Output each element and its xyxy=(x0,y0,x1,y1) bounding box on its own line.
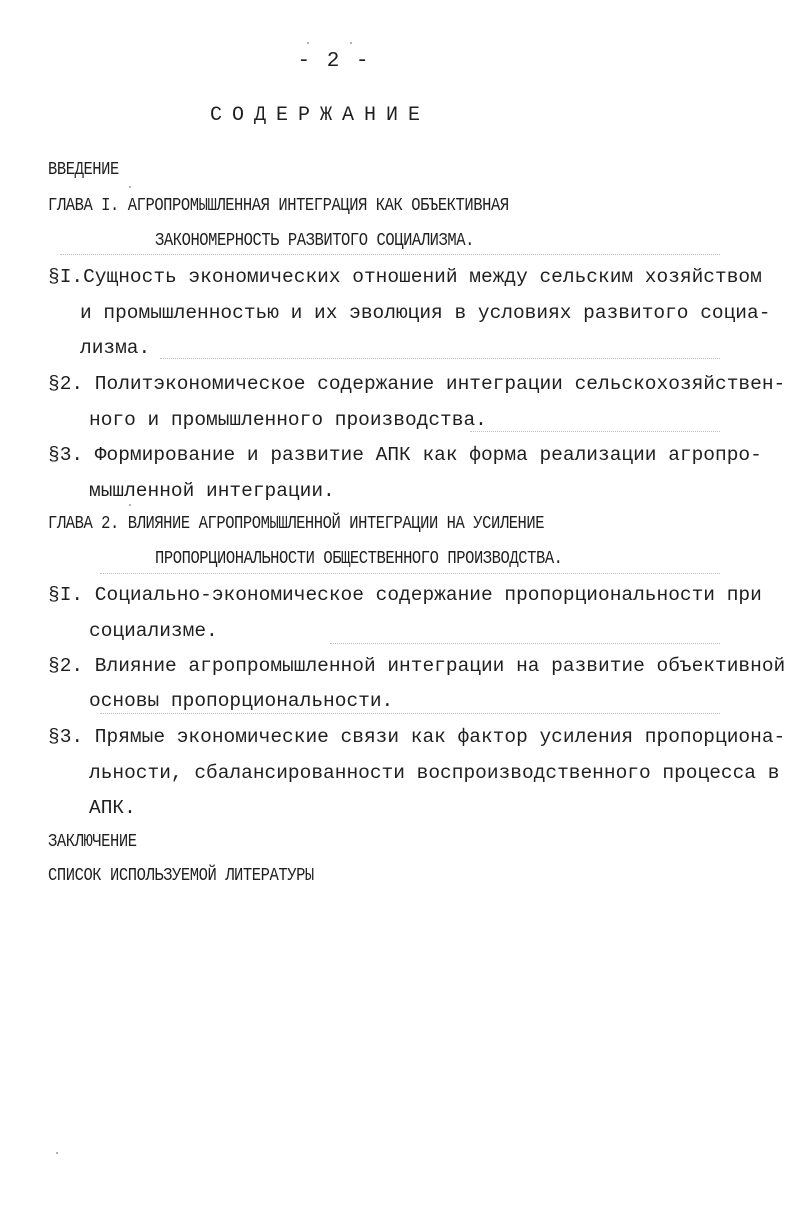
toc-chapter1-line2: ЗАКОНОМЕРНОСТЬ РАЗВИТОГО СОЦИАЛИЗМА. xyxy=(155,231,474,251)
toc-ch2-s2-line2: основы пропорциональности. xyxy=(89,690,394,712)
toc-ch1-s3-line1: §3. Формирование и развитие АПК как форма реализации агропро- xyxy=(48,444,762,466)
page-number: - 2 - xyxy=(297,50,371,73)
scan-speck xyxy=(129,186,131,188)
toc-ch2-s3-line3: АПК. xyxy=(89,797,136,819)
dotted-leader xyxy=(160,358,720,360)
toc-ch1-s3-line2: мышленной интеграции. xyxy=(89,480,335,502)
dotted-leader xyxy=(100,573,720,575)
scan-speck xyxy=(129,504,131,506)
toc-chapter2-line1: ГЛАВА 2. ВЛИЯНИЕ АГРОПРОМЫШЛЕННОЙ ИНТЕГРАЦИИ НА УСИЛЕНИЕ xyxy=(48,514,545,534)
toc-ch2-s3-line1: §3. Прямые экономические связи как фактор усиления пропорциона- xyxy=(48,726,786,748)
toc-ch1-s2-line2: ного и промышленного производства. xyxy=(89,409,487,431)
page-title: СОДЕРЖАНИЕ xyxy=(209,104,431,127)
scan-speck xyxy=(56,1152,58,1154)
toc-conclusion: ЗАКЛЮЧЕНИЕ xyxy=(48,832,137,852)
toc-ch1-s1-line2: и промышленностью и их эволюция в условиях развитого социа- xyxy=(80,302,771,324)
toc-references: СПИСОК ИСПОЛЬЗУЕМОЙ ЛИТЕРАТУРЫ xyxy=(48,866,314,886)
scan-speck xyxy=(350,42,352,44)
toc-introduction: ВВЕДЕНИЕ xyxy=(48,160,119,180)
toc-ch2-s1-line2: социализме. xyxy=(89,620,218,642)
dotted-leader xyxy=(100,713,720,715)
scan-speck xyxy=(307,42,309,44)
toc-ch1-s1-line1: §I.Сущность экономических отношений между сельским хозяйством xyxy=(48,266,762,288)
toc-ch1-s1-line3: лизма. xyxy=(80,337,151,359)
toc-ch1-s2-line1: §2. Политэкономическое содержание интеграции сельскохозяйствен- xyxy=(48,373,786,395)
dotted-leader xyxy=(60,254,720,256)
toc-chapter1-line1: ГЛАВА I. АГРОПРОМЫШЛЕННАЯ ИНТЕГРАЦИЯ КАК ОБЪЕКТИВНАЯ xyxy=(48,196,509,216)
dotted-leader xyxy=(330,643,720,645)
toc-ch2-s2-line1: §2. Влияние агропромышленной интеграции на развитие объективной xyxy=(48,655,786,677)
dotted-leader xyxy=(470,431,720,433)
toc-ch2-s3-line2: льности, сбалансированности воспроизводственного процесса в xyxy=(89,762,780,784)
toc-ch2-s1-line1: §I. Социально-экономическое содержание пропорциональности при xyxy=(48,584,762,606)
toc-chapter2-line2: ПРОПОРЦИОНАЛЬНОСТИ ОБЩЕСТВЕННОГО ПРОИЗВОДСТВА. xyxy=(155,549,563,569)
